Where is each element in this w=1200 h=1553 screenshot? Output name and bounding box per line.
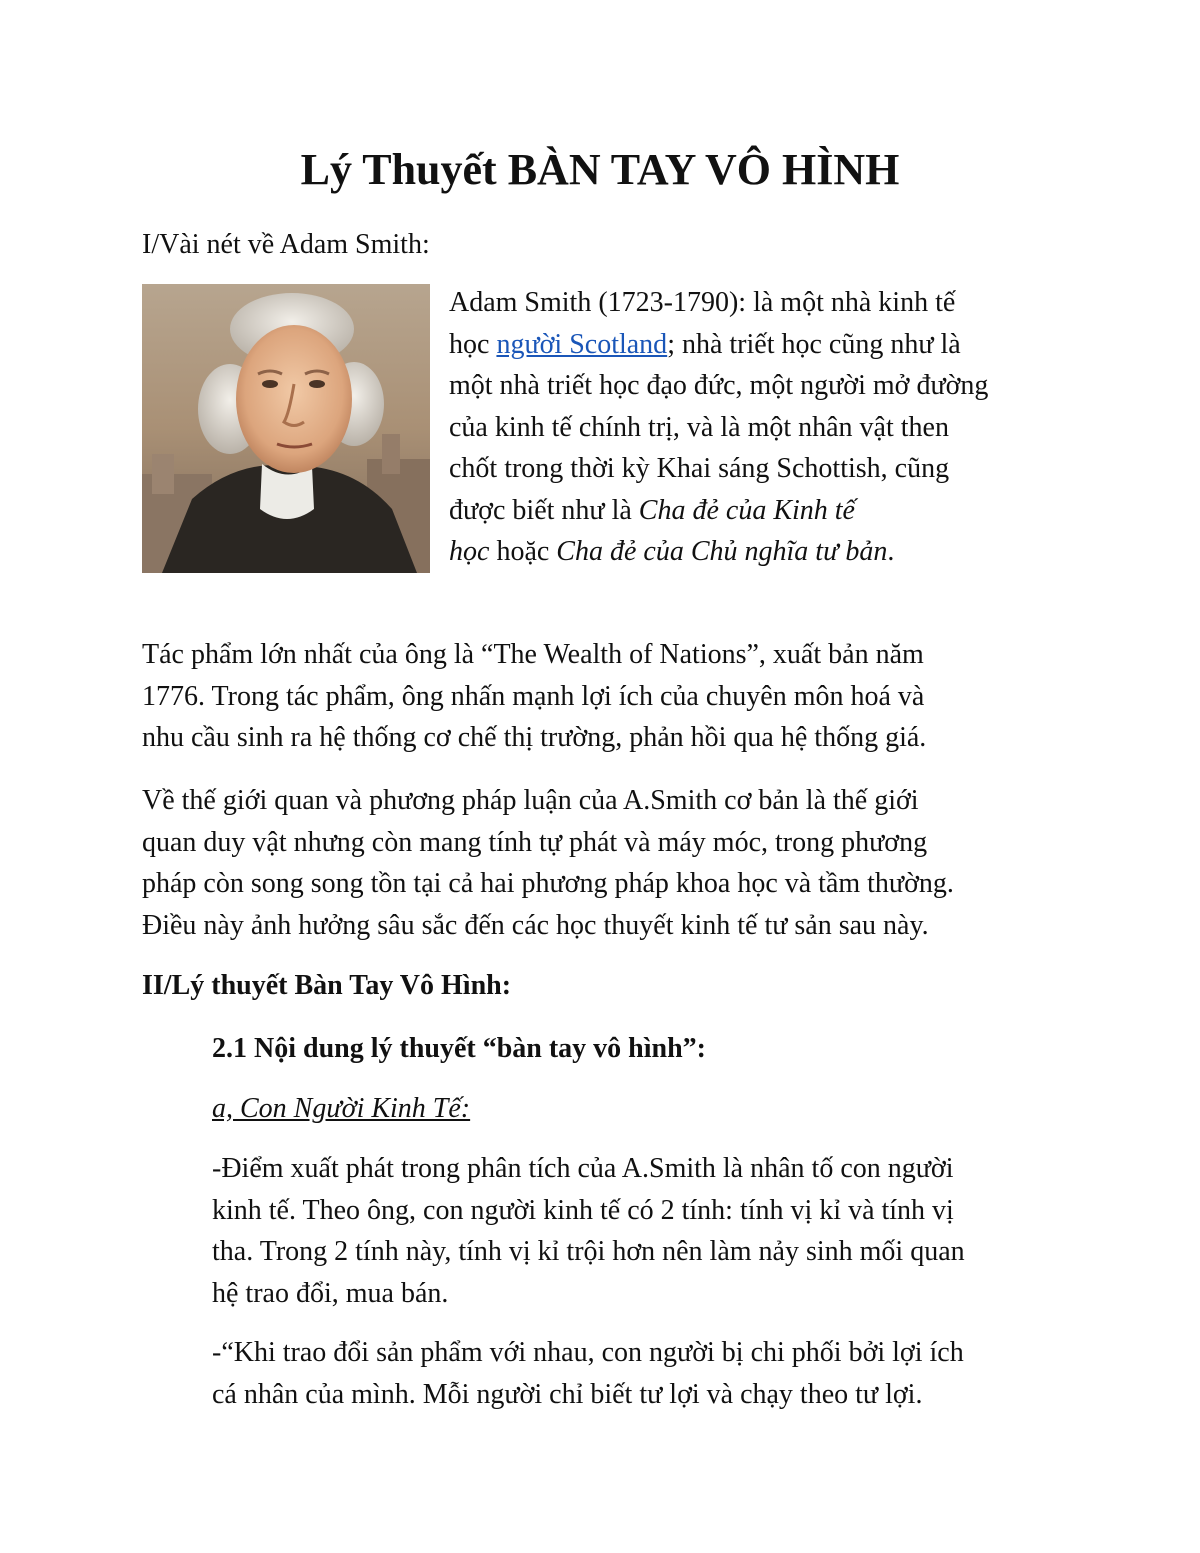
text-line: hệ trao đổi, mua bán.: [212, 1277, 449, 1309]
text-line: 1776. Trong tác phẩm, ông nhấn mạnh lợi ích của chuyên môn hoá và: [142, 680, 925, 712]
text-line: quan duy vật nhưng còn mang tính tự phát và máy móc, trong phương: [142, 826, 928, 858]
paragraph-exchange: [212, 1332, 964, 1415]
bio-italic: học: [449, 536, 490, 567]
document-title: Lý Thuyết BÀN TAY VÔ HÌNH: [300, 145, 900, 194]
bio-line: một nhà triết học đạo đức, một người mở đường: [449, 370, 989, 401]
subsection-heading-2-1: 2.1 Nội dung lý thuyết “bàn tay vô hình”:: [212, 1033, 707, 1064]
text-line: -“Khi trao đổi sản phẩm với nhau, con người bị chi phối bởi lợi ích: [212, 1337, 964, 1368]
text-line: kinh tế. Theo ông, con người kinh tế có 2 tính: tính vị kỉ và tính vị: [212, 1194, 954, 1226]
scotland-link[interactable]: người Scotland: [496, 328, 668, 360]
bio-italic: Cha đẻ của Chủ nghĩa tư bản: [556, 536, 888, 567]
bio-text: .: [887, 536, 895, 567]
text-line: cá nhân của mình. Mỗi người chỉ biết tư lợi và chạy theo tư lợi.: [212, 1378, 923, 1410]
bio-line: Adam Smith (1723-1790): là một nhà kinh tế: [449, 287, 956, 318]
text-line: nhu cầu sinh ra hệ thống cơ chế thị trường, phản hồi qua hệ thống giá.: [142, 722, 927, 753]
section-heading-adam-smith: I/Vài nét về Adam Smith:: [142, 229, 430, 260]
paragraph-worldview: [142, 780, 954, 946]
text-line: Tác phẩm lớn nhất của ông là “The Wealth of Nations”, xuất bản năm: [142, 639, 924, 670]
bio-line: [449, 490, 1069, 532]
bio-text: được biết như là: [449, 494, 639, 526]
text-line: tha. Trong 2 tính này, tính vị kỉ trội hơn nên làm nảy sinh mối quan: [212, 1236, 965, 1267]
bio-line: của kinh tế chính trị, và là một nhân vật then: [449, 411, 949, 443]
text-line: Về thế giới quan và phương pháp luận của A.Smith cơ bản là thế giới: [142, 785, 919, 816]
text-line: Điều này ảnh hưởng sâu sắc đến các học thuyết kinh tế tư sản sau này.: [142, 909, 929, 941]
bio-italic: Cha đẻ của Kinh tế: [638, 494, 855, 526]
bio-line: [449, 324, 1069, 366]
adam-smith-portrait: [142, 284, 430, 573]
text-line: -Điểm xuất phát trong phân tích của A.Smith là nhân tố con người: [212, 1153, 954, 1184]
section-heading-invisible-hand: II/Lý thuyết Bàn Tay Vô Hình:: [142, 970, 512, 1001]
bio-text: học: [449, 328, 497, 360]
paragraph-wealth-of-nations: [142, 634, 926, 759]
subsection-heading-a: a, Con Người Kinh Tế:: [212, 1093, 471, 1124]
adam-smith-bio: [449, 282, 1069, 573]
bio-line: [449, 531, 1069, 573]
bio-text: ; nhà triết học cũng như là: [667, 328, 961, 360]
bio-text: hoặc: [489, 536, 557, 567]
bio-line: chốt trong thời kỳ Khai sáng Schottish, cũng: [449, 453, 950, 484]
text-line: pháp còn song song tồn tại cả hai phương pháp khoa học và tầm thường.: [142, 868, 954, 899]
paragraph-economic-man: [212, 1148, 965, 1314]
